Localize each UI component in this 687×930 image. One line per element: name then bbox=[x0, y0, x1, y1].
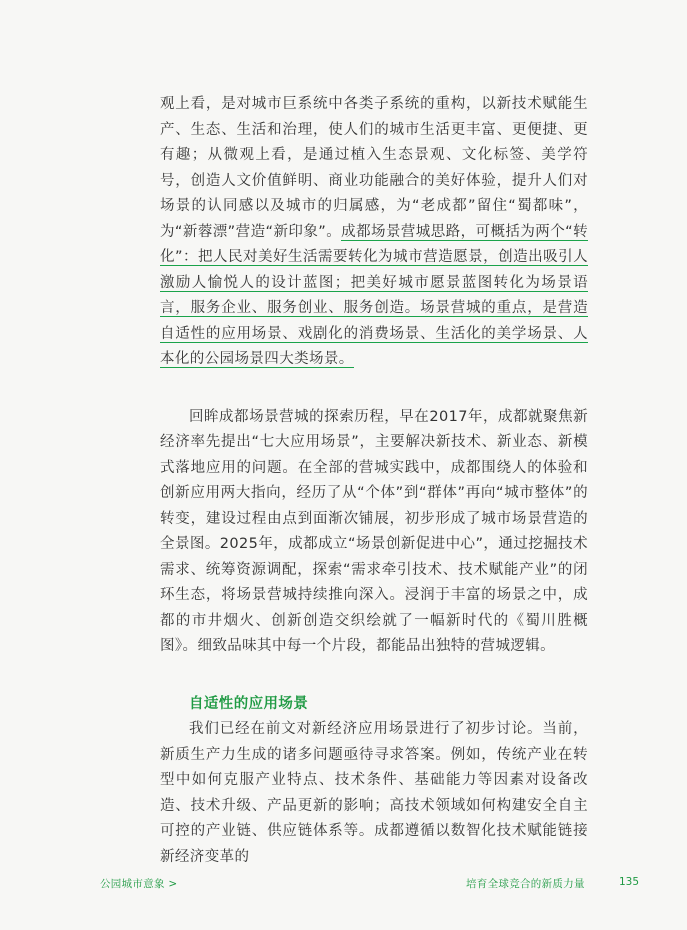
section-heading: 自适性的应用场景 bbox=[189, 695, 309, 712]
highlighted-passage: 成都场景营城思路，可概括为两个“转化”：把人民对美好生活需要转化为城市营造愿景，创造出吸引人激励人愉悦人的设计蓝图；把美好城市愿景蓝图转化为场景语言，服务企业、服务创业、服务创造。场景营城的重点，是营造自适性的应用场景、戏剧化的消费场景、生活化的美学场景、人本化的公园场景四大类场景。 bbox=[160, 223, 589, 367]
paragraph-3: 我们已经在前文对新经济应用场景进行了初步讨论。当前，新质生产力生成的诸多问题亟待寻求答案。例如，传统产业在转型中如何克服产业特点、技术条件、基础能力等因素对设备改造、技术升级、产品更新的影响；高技术领域如何构建安全自主可控的产业链、供应链体系等。成都遵循以数智化技术赋能链接新经济变革的 bbox=[160, 721, 588, 865]
paragraph-1-text: 观上看，是对城市巨系统中各类子系统的重构，以新技术赋能生产、生态、生活和治理，使人们的城市生活更丰富、更便捷、更有趣；从微观上看，是通过植入生态景观、文化标签、美学符号，创造人文价值鲜明、商业功能融合的美好体验，提升人们对场景的认同感以及城市的归属感，为“老成都”留住“蜀都味”，为“新蓉漂”营造“新印象”。 bbox=[160, 96, 588, 240]
paragraph-1 bbox=[160, 92, 588, 373]
footer-section-link[interactable]: 公园城市意象 > bbox=[100, 878, 178, 890]
paragraph-2: 回眸成都场景营城的探索历程，早在2017年，成都就聚焦新经济率先提出“七大应用场景”，主要解决新技术、新业态、新模式落地应用的问题。在全部的营城实践中，成都围绕人的体验和创新应用两大指向，经历了从“个体”到“群体”再向“城市整体”的转变，建设过程由点到面渐次铺展，初步形成了城市场景营造的全景图。2025年，成都成立“场景创新促进中心”，通过挖掘技术需求、统筹资源调配，探索“需求牵引技术、技术赋能产业”的闭环生态，将场景营城持续推向深入。浸润于丰富的场景之中，成都的市井烟火、创新创造交织绘就了一幅新时代的《蜀川胜概图》。细致品味其中每一个片段，都能品出独特的营城逻辑。 bbox=[160, 408, 588, 654]
page-number: 135 bbox=[619, 876, 640, 888]
footer-chapter-title: 培育全球竞合的新质力量 bbox=[466, 878, 585, 890]
article-body bbox=[160, 92, 588, 870]
